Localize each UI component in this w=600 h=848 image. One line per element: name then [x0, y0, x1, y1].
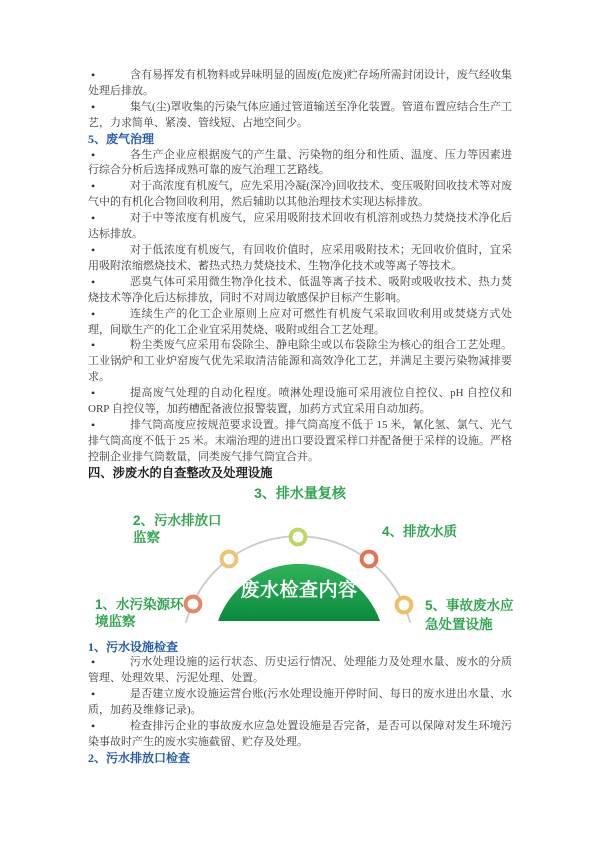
- bullet-paragraph: [88, 179, 512, 211]
- bullet-paragraph: [88, 338, 512, 386]
- bullet-paragraph: [88, 243, 512, 275]
- paragraph-text: 含有易挥发有机物料或异味明显的固废(危废)贮存场所需封闭设计，废气经收集处理后排放。: [88, 69, 512, 97]
- ring-5-icon: [397, 597, 412, 612]
- section-heading-sewage-outlet-check: 2、污水排放口检查: [88, 750, 191, 765]
- bullet-dot: •: [91, 99, 96, 114]
- paragraph-text: 各生产企业应根据废气的产生量、污染物的组分和性质、温度、压力等因素进行综合分析后选择成熟可靠的废气治理工艺路线。: [88, 148, 512, 177]
- bullet-dot: •: [91, 417, 96, 432]
- ring-1-icon: [186, 596, 201, 611]
- bullet-dot: •: [91, 687, 96, 702]
- ring-4-icon: [362, 551, 377, 566]
- bullet-paragraph: [88, 386, 512, 418]
- bullet-paragraph: [88, 100, 512, 132]
- diagram-label-1: [95, 596, 184, 631]
- wastewater-inspection-diagram: [88, 482, 512, 640]
- diagram-label-4: 4、排放水质: [382, 523, 458, 539]
- section-heading-wastewater-self-check: 四、涉废水的自查整改及处理设施: [88, 465, 273, 480]
- bullet-paragraph: [88, 211, 512, 243]
- section-heading-waste-gas-treatment: 5、废气治理: [88, 131, 155, 146]
- diagram-label-2-line2: 监察: [133, 530, 160, 546]
- paragraph-text: 恶臭气体可采用微生物净化技术、低温等离子技术、吸附或吸收技术、热力焚烧技术等净化后达标排放，同时不对周边敏感保护目标产生影响。: [88, 275, 512, 304]
- bullet-paragraph: [88, 418, 512, 466]
- bullet-paragraph: [88, 148, 512, 180]
- bullet-paragraph: [88, 687, 512, 719]
- bullet-paragraph: [88, 719, 512, 751]
- diagram-label-5-line1: 5、事故废水应: [425, 597, 514, 613]
- diagram-label-2-line1: 2、污水排放口: [133, 512, 222, 528]
- paragraph-text: 是否建立废水设施运营台账(污水处理设施开停时间、每日的废水进出水量、水质，加药及维修记录)。: [88, 688, 512, 717]
- bullet-paragraph: [88, 68, 512, 100]
- section-heading-sewage-facility-check: 1、污水设施检查: [88, 639, 179, 654]
- bullet-dot: •: [91, 242, 96, 257]
- paragraph-text: 连续生产的化工企业原则上应对可燃性有机废气采取回收利用或焚烧方式处理，间歇生产的化工企业宜采用焚烧、吸附或组合工艺处理。: [88, 307, 512, 336]
- paragraph-text: 提高废气处理的自动化程度。喷淋处理设施可采用液位自控仪、pH 自控仪和 ORP 自控仪等，加药槽配备液位报警装置，加药方式宜采用自动加药。: [88, 387, 512, 416]
- bullet-dot: •: [91, 179, 96, 194]
- paragraph-text: 污水处理设施的运行状态、历史运行情况、处理能力及处理水量、废水的分质管理、处理效果、污泥处理、处置。: [88, 656, 512, 685]
- ring-2-icon: [222, 551, 237, 566]
- bullet-dot: •: [91, 386, 96, 401]
- bullet-paragraph: [88, 655, 512, 687]
- paragraph-text: 集气(尘)罩收集的污染气体应通过管道输送至净化装置。管道布置应结合生产工艺，力求简单、紧凑、管线短、占地空间少。: [88, 100, 512, 129]
- paragraph-text: 粉尘类废气应采用布袋除尘、静电除尘或以布袋除尘为核心的组合工艺处理。工业锅炉和工业炉窑废气优先采取清洁能源和高效净化工艺，并满足主要污染物减排要求。: [88, 339, 512, 384]
- bullet-dot: •: [91, 68, 96, 82]
- bullet-dot: •: [91, 338, 96, 353]
- bullet-dot: •: [91, 655, 96, 670]
- diagram-label-2: [133, 512, 222, 547]
- paragraph-text: 检查排污企业的事故废水应急处置设施是否完备，是否可以保障对发生环境污染事故时产生的废水实施截留、贮存及处理。: [88, 720, 512, 748]
- bullet-paragraph: [88, 307, 512, 339]
- paragraph-text: 对于高浓度有机废气，应先采用冷凝(深冷)回收技术、变压吸附回收技术等对废气中的有机化合物回收利用，然后辅助以其他治理技术实现达标排放。: [88, 180, 512, 209]
- bullet-dot: •: [91, 211, 96, 226]
- diagram-label-3: 3、排水量复核: [254, 484, 346, 501]
- bullet-dot: •: [91, 719, 96, 734]
- document-content: [88, 68, 512, 767]
- bullet-paragraph: [88, 275, 512, 307]
- diagram-label-1-line2: 境监察: [95, 614, 136, 630]
- diagram-label-5-line2: 急处置设施: [425, 617, 493, 633]
- paragraph-text: 对于中等浓度有机废气，应采用吸附技术回收有机溶剂或热力焚烧技术净化后达标排放。: [88, 212, 512, 241]
- paragraph-text: 排气筒高度应按规范要求设置。排气筒高度不低于 15 米，氰化氢、氯气、光气排气筒高度不低于 25 米。末端治理的进出口要设置采样口并配备便于采样的设施。严格控制企业排气筒数量，同类废气排气筒宜合并。: [88, 418, 512, 463]
- diagram-label-1-line1: 1、水污染源环: [95, 596, 184, 612]
- ring-3-icon: [291, 529, 306, 544]
- bullet-dot: •: [91, 306, 96, 321]
- bullet-dot: •: [91, 147, 96, 162]
- dome-title: 废水检查内容: [240, 579, 358, 601]
- diagram-label-5: [425, 596, 514, 635]
- paragraph-text: 对于低浓度有机废气，有回收价值时，应采用吸附技术；无回收价值时，宜采用吸附浓缩燃烧技术、蓄热式热力焚烧技术、生物净化技术或等离子等技术。: [88, 243, 512, 272]
- bullet-dot: •: [91, 274, 96, 289]
